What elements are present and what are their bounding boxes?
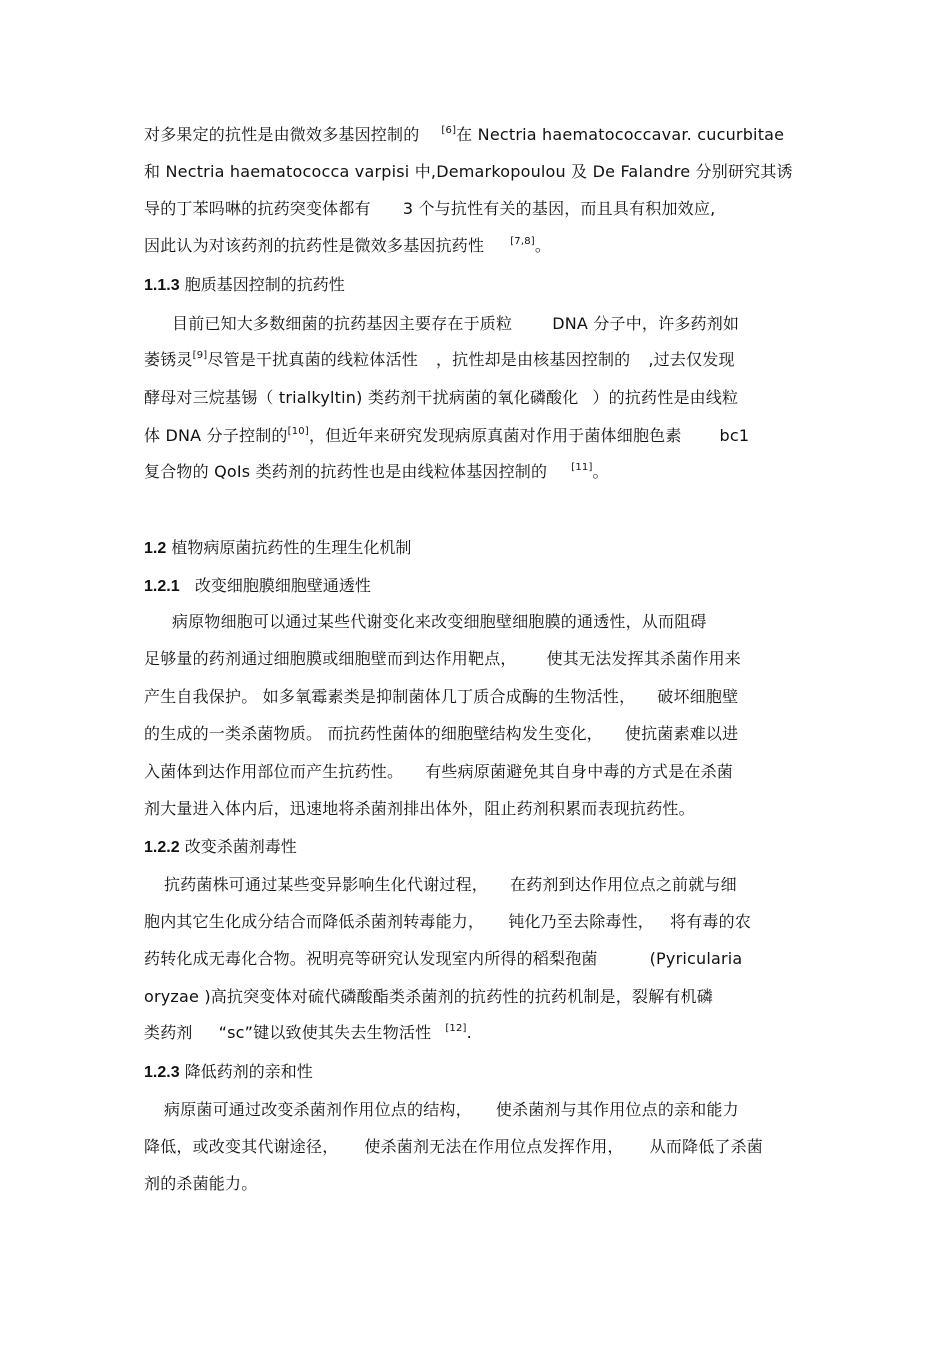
text-segment: 因此认为对该药剂的抗药性是微效多基因抗药性 [144,236,485,255]
text-segment: 钝化乃至去除毒性， [508,912,655,931]
paragraph-line [144,387,738,409]
text-segment: 将有毒的农 [670,912,752,931]
text-segment: 。 [534,236,552,255]
paragraph-line [172,313,739,335]
text-segment: 使其无法发挥其杀菌作用来 [546,649,742,668]
text-segment: 尽管是干扰真菌的线粒体活性 [207,350,418,369]
paragraph-line [144,948,742,970]
citation: [9] [192,350,208,361]
text-segment: 。 [592,462,609,481]
text-segment: 入菌体到达作用部位而产生抗药性。 [144,762,404,781]
text-segment: 有些病原菌避免其自身中毒的方式是在杀菌 [425,762,734,781]
paragraph-line [144,349,735,371]
text-segment: 使杀菌剂与其作用位点的亲和能力 [495,1100,739,1119]
text-segment: 从而降低了杀菌 [649,1137,764,1156]
text-segment: 复合物的 QoIs 类药剂的抗药性也是由线粒体基因控制的 [144,462,548,481]
section-number: 1.1.3 [144,277,180,294]
text-segment: ,过去仅发现 [648,350,735,369]
citation: [10] [287,426,309,437]
paragraph-line [144,461,609,483]
paragraph-line [144,235,551,257]
text-segment: 胞内其它生化成分结合而降低杀菌剂转毒能力， [144,912,485,931]
text-segment: oryzae )高抗突变体对硫代磷酸酯类杀菌剂的抗药性的抗药机制是，裂解有机磷 [144,987,714,1006]
paragraph-line [144,798,695,820]
paragraph-line [144,911,751,933]
text-segment: 的生成的一类杀菌物质。 而抗药性菌体的细胞壁结构发生变化， [144,724,603,743]
text-segment: 足够量的药剂通过细胞膜或细胞壁而到达作用靶点， [144,649,517,668]
text-segment: ，但近年来研究发现病原真菌对作用于菌体细胞色素 [308,426,682,445]
text-segment: 剂大量进入体内后，迅速地将杀菌剂排出体外，阻止药剂积累而表现抗药性。 [144,799,695,818]
text-segment: 药转化成无毒化合物。祝明亮等研究认发现室内所得的稻梨孢菌 [144,949,598,968]
text-segment: 目前已知大多数细菌的抗药基因主要存在于质粒 [172,314,513,333]
text-segment: 病原菌可通过改变杀菌剂作用位点的结构， [164,1100,472,1119]
text-segment: 体 DNA 分子控制的 [144,426,288,445]
paragraph-line [144,124,784,146]
section-title: 植物病原菌抗药性的生理生化机制 [171,538,412,557]
text-segment: 抗药菌株可通过某些变异影响生化代谢过程， [164,875,489,894]
paragraph-line [144,1136,763,1158]
text-segment: ）的抗药性是由线粒 [592,388,739,407]
text-segment: 和 Nectria haematococca varpisi 中,Demarkopoulou 及 De Falandre 分别研究其诱 [144,162,793,181]
paragraph-line [144,761,733,783]
text-segment: 类药剂 [144,1023,193,1042]
section-number: 1.2.2 [144,839,180,856]
text-segment: (Pyricularia [649,949,743,968]
section-title: 降低药剂的亲和性 [184,1062,313,1081]
paragraph-line [144,425,749,447]
text-segment: 破坏细胞壁 [657,687,739,706]
text-segment: 剂的杀菌能力。 [144,1174,258,1193]
text-segment: 萎锈灵 [144,350,193,369]
text-segment: 在 Nectria haematococcavar. cucurbitae [456,125,785,144]
section-heading [144,537,411,560]
paragraph-line [144,161,793,183]
text-segment: “sc”键以致使其失去生物活性 [218,1023,432,1042]
section-heading [144,274,345,297]
citation: [7,8] [510,236,535,247]
citation: [11] [571,462,593,473]
section-title: 改变细胞膜细胞壁通透性 [194,576,371,595]
paragraph-line [144,1173,257,1195]
text-segment: 酵母对三烷基锡（ trialkyltin) 类药剂干扰病菌的氧化磷酸化 [144,388,579,407]
text-segment: 降低，或改变其代谢途径， [144,1137,339,1156]
text-segment: 使抗菌素难以进 [624,724,739,743]
section-title: 胞质基因控制的抗药性 [184,275,345,294]
text-segment: 病原物细胞可以通过某些代谢变化来改变细胞壁细胞膜的通透性，从而阻碍 [172,612,707,631]
paragraph-line [172,611,707,633]
text-segment: 在药剂到达作用位点之前就与细 [510,875,737,894]
paragraph-line [144,723,738,745]
section-heading [144,1061,313,1084]
paragraph-line [144,1022,472,1044]
citation: [6] [441,125,457,136]
text-segment: bc1 [719,426,750,445]
section-number: 1.2.3 [144,1064,180,1081]
paragraph-line [144,986,713,1008]
section-heading [144,836,297,859]
text-segment: 产生自我保护。 如多氧霉素类是抑制菌体几丁质合成酶的生物活性， [144,687,636,706]
text-segment: 使杀菌剂无法在作用位点发挥作用， [364,1137,624,1156]
text-segment: ，抗性却是由核基因控制的 [435,350,631,369]
section-number: 1.2 [144,540,167,557]
paragraph-line [144,648,741,670]
paragraph-line [164,874,737,896]
section-title: 改变杀菌剂毒性 [184,837,297,856]
section-number: 1.2.1 [144,578,180,595]
text-segment: 对多果定的抗性是由微效多基因控制的 [144,125,420,144]
paragraph-line [144,686,738,708]
paragraph-line [164,1099,739,1121]
section-heading [144,575,371,598]
paragraph-line [144,198,715,220]
text-segment: 导的丁苯吗啉的抗药突变体都有 [144,199,371,218]
text-segment: . [466,1023,472,1042]
text-segment: DNA 分子中，许多药剂如 [552,314,740,333]
text-segment: 3 个与抗性有关的基因，而且具有积加效应, [402,199,716,218]
citation: [12] [445,1023,467,1034]
